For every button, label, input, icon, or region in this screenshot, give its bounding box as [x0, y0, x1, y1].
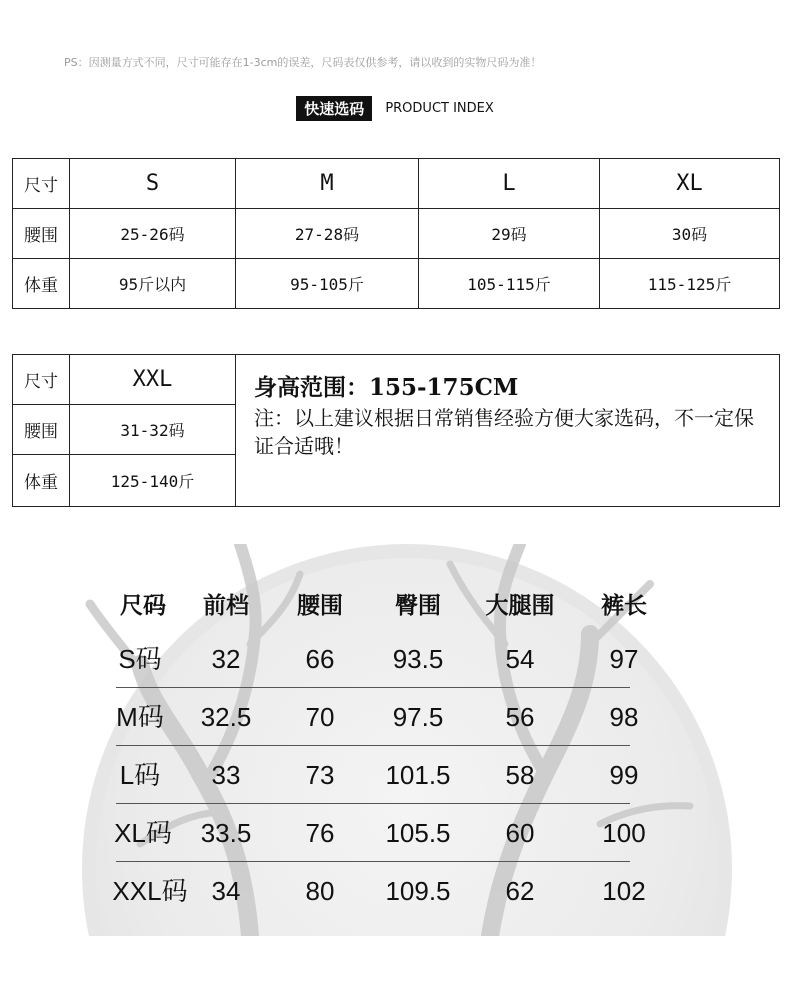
product-index-label: PRODUCT INDEX: [385, 101, 494, 116]
cell-waist: 80: [305, 876, 335, 906]
cell-front-rise: 33: [211, 760, 241, 790]
cell-front-rise: 32.5: [200, 702, 252, 732]
cell-thigh: 58: [505, 760, 535, 790]
header-size: 尺码: [120, 592, 166, 618]
size-s: S: [70, 159, 236, 209]
cell-thigh: 54: [505, 644, 535, 674]
header-front-rise: 前档: [203, 592, 249, 618]
cell-waist: 66: [305, 644, 335, 674]
size-xxl: XXL: [70, 355, 236, 405]
table-row: [108, 746, 668, 804]
size-m: M: [236, 159, 419, 209]
cell-thigh: 56: [505, 702, 535, 732]
quick-size-badge: 快速选码: [296, 96, 372, 121]
waist-s: 25-26码: [70, 209, 236, 259]
header-thigh: 大腿围: [485, 592, 555, 618]
cell-thigh: 62: [505, 876, 535, 906]
size-xl: XL: [600, 159, 780, 209]
cell-hip: 93.5: [392, 644, 444, 674]
weight-xl: 115-125斤: [600, 259, 780, 309]
table-row: [108, 630, 668, 688]
cell-front-rise: 33.5: [200, 818, 252, 848]
size-l: L: [419, 159, 600, 209]
waist-l: 29码: [419, 209, 600, 259]
cell-hip: 101.5: [385, 760, 451, 790]
row-label-size: 尺寸: [13, 355, 70, 405]
cell-hip: 97.5: [392, 702, 444, 732]
section-title: [0, 96, 790, 121]
weight-xxl: 125-140斤: [70, 455, 236, 507]
size-advice-note: 注：以上建议根据日常销售经验方便大家选码，不一定保证合适哦！: [254, 406, 754, 458]
measurement-header-row: [108, 584, 668, 630]
weight-s: 95斤以内: [70, 259, 236, 309]
cell-hip: 105.5: [385, 818, 451, 848]
table-row: [108, 862, 668, 920]
row-label-size: 尺寸: [13, 159, 70, 209]
measurement-note: PS：因测量方式不同，尺寸可能存在1-3cm的误差，尺码表仅供参考，请以收到的实物尺码为准！: [64, 56, 542, 69]
cell-front-rise: 34: [211, 876, 241, 906]
cell-size: XXL码: [112, 876, 188, 906]
row-label-weight: 体重: [13, 455, 70, 507]
row-label-weight: 体重: [13, 259, 70, 309]
waist-xl: 30码: [600, 209, 780, 259]
cell-front-rise: 32: [211, 644, 241, 674]
cell-waist: 70: [305, 702, 335, 732]
weight-l: 105-115斤: [419, 259, 600, 309]
size-advice-box: [236, 355, 780, 507]
table-row: [108, 688, 668, 746]
cell-size: XL码: [114, 818, 172, 848]
height-range: 身高范围：155-175CM: [254, 374, 519, 401]
cell-length: 100: [602, 818, 646, 848]
waist-m: 27-28码: [236, 209, 419, 259]
cell-size: L码: [119, 760, 161, 790]
table-row: [108, 804, 668, 862]
waist-xxl: 31-32码: [70, 405, 236, 455]
cell-size: M码: [116, 702, 164, 732]
row-label-waist: 腰围: [13, 209, 70, 259]
cell-waist: 76: [305, 818, 335, 848]
cell-thigh: 60: [505, 818, 535, 848]
row-label-waist: 腰围: [13, 405, 70, 455]
size-table-main: [12, 158, 780, 309]
cell-hip: 109.5: [385, 876, 451, 906]
size-table-xxl: [12, 354, 780, 507]
cell-waist: 73: [305, 760, 335, 790]
cell-length: 102: [602, 876, 646, 906]
cell-length: 97: [609, 644, 639, 674]
measurement-table: [108, 584, 668, 920]
cell-size: S码: [118, 644, 162, 674]
header-hip: 臀围: [395, 592, 441, 618]
weight-m: 95-105斤: [236, 259, 419, 309]
header-waist: 腰围: [297, 592, 343, 618]
cell-length: 99: [609, 760, 639, 790]
header-length: 裤长: [601, 592, 647, 618]
cell-length: 98: [609, 702, 639, 732]
